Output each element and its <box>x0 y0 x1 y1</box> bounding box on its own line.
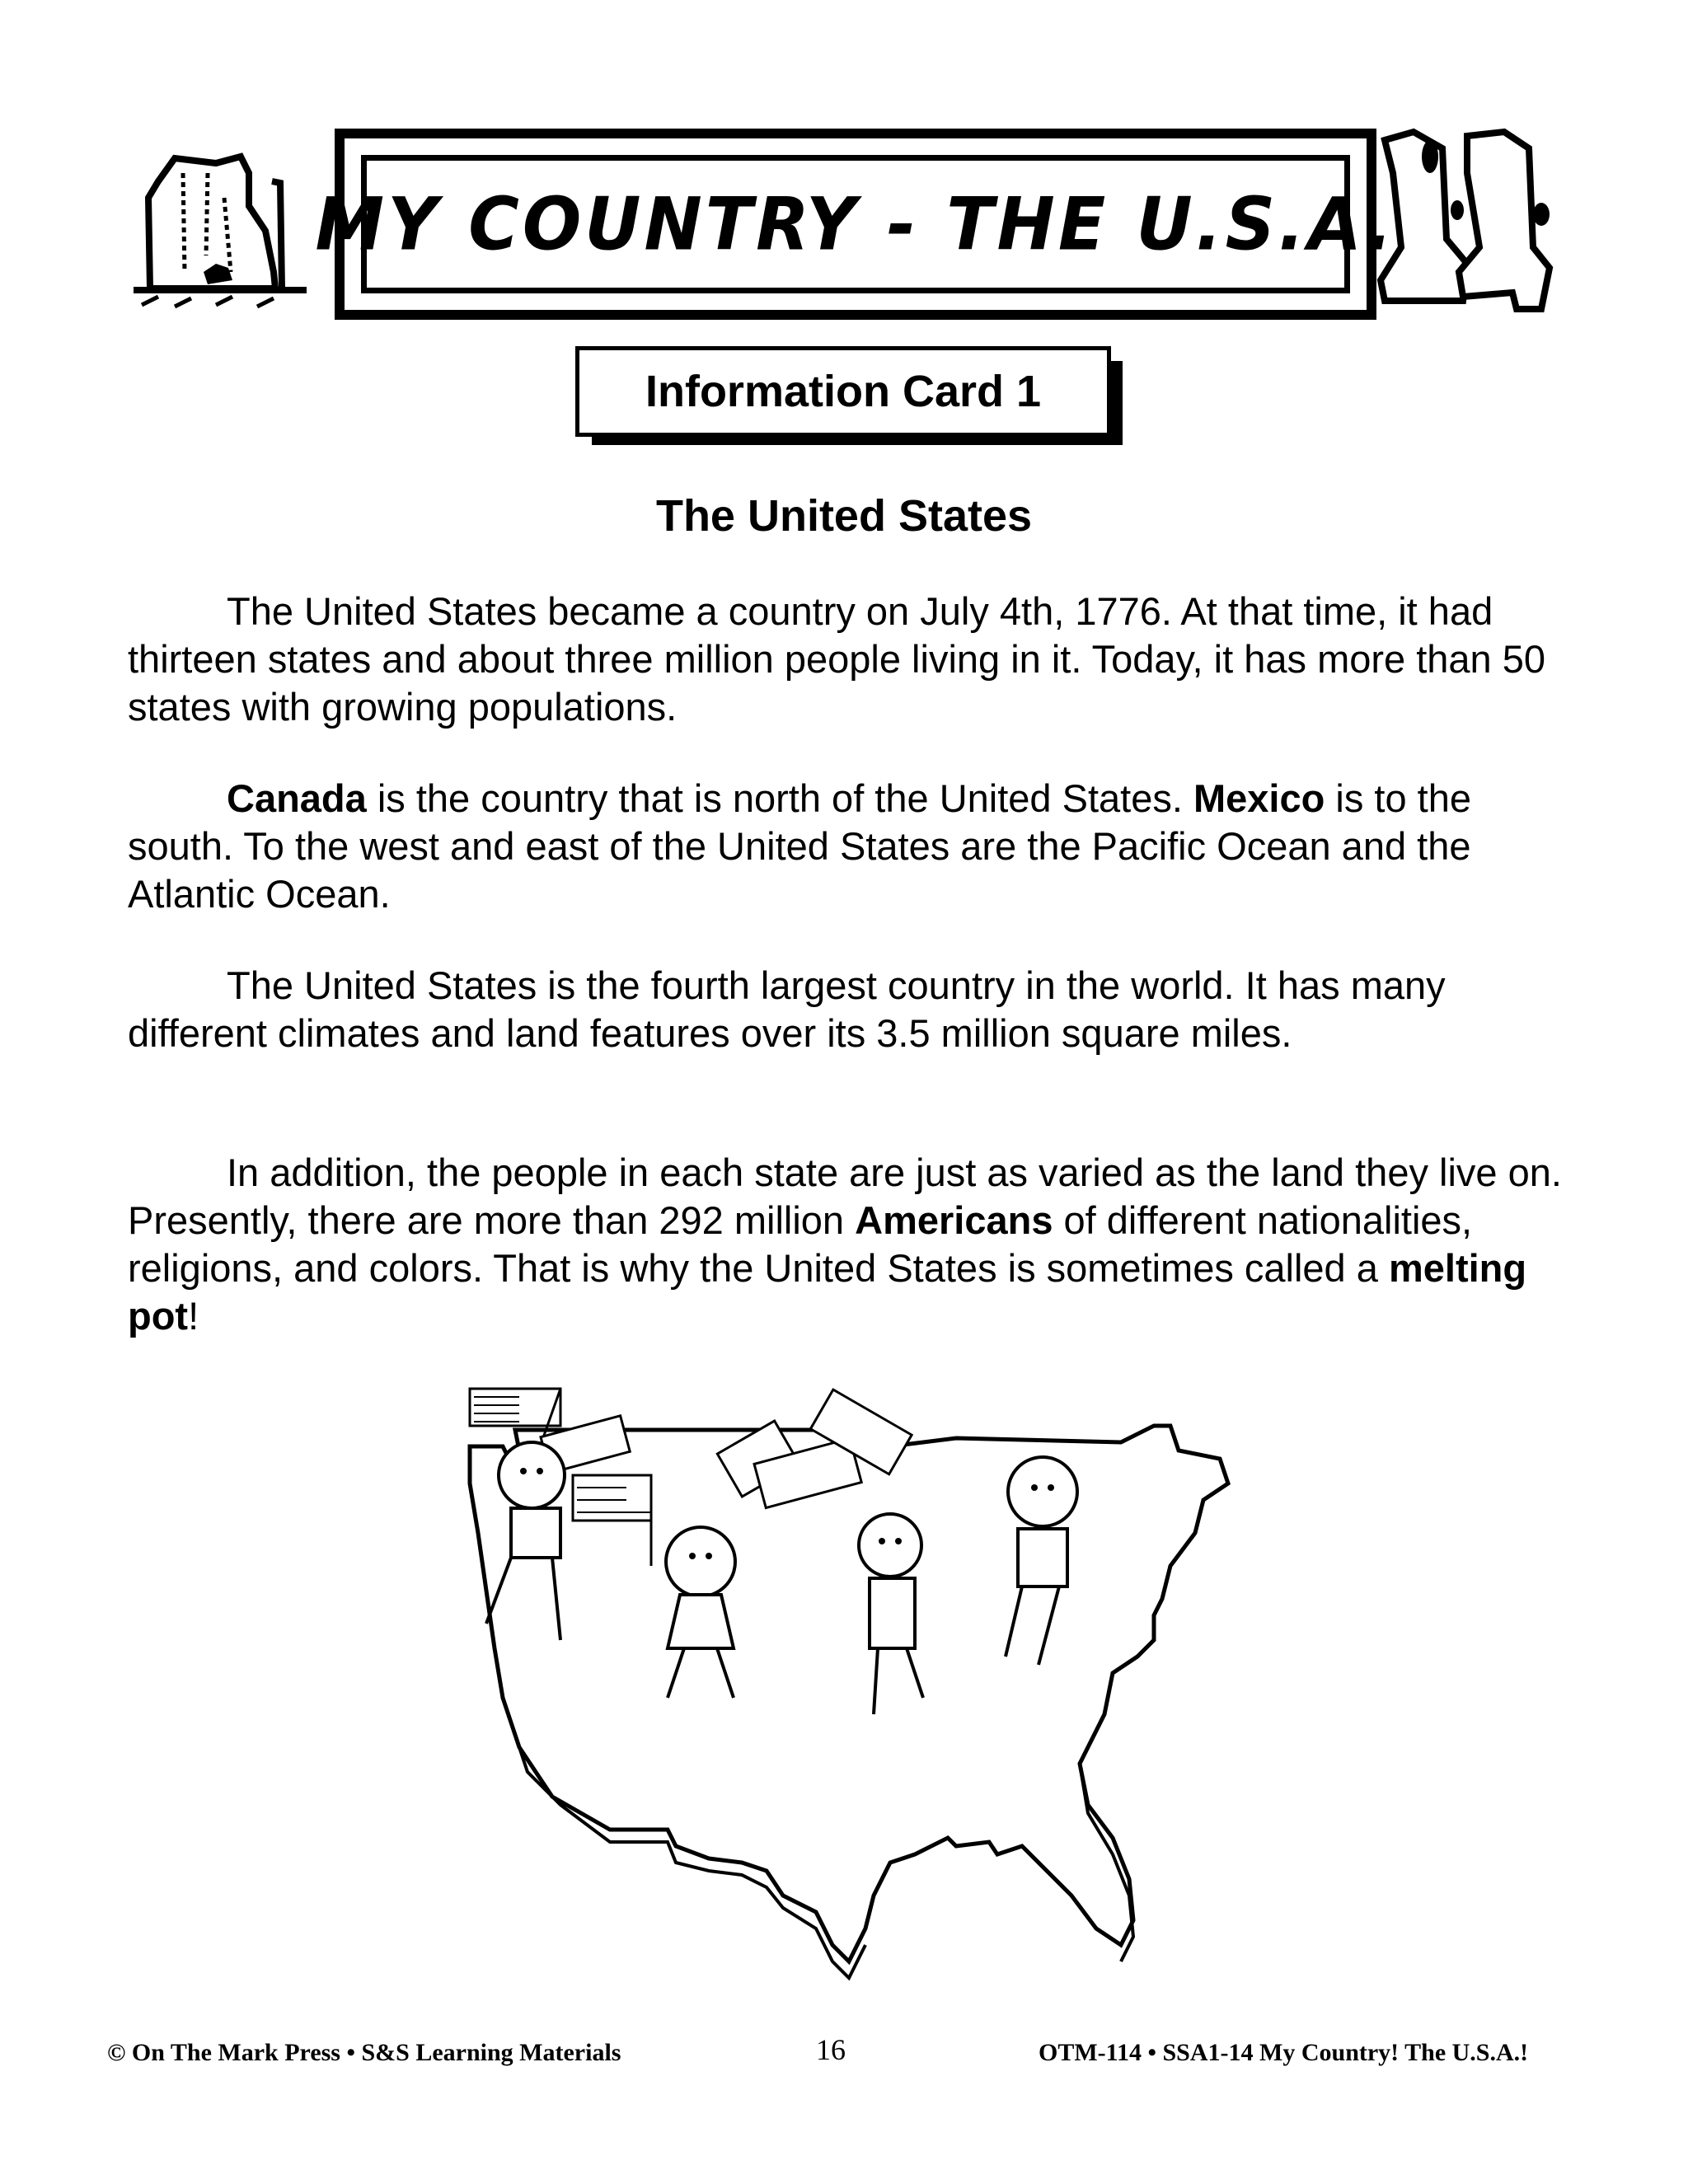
paragraph-text: ! <box>188 1294 199 1338</box>
page-number: 16 <box>816 2033 846 2066</box>
information-card-label <box>575 346 1111 437</box>
title-banner <box>315 129 1396 320</box>
paragraph-text: is to the south. To the west and east of the United States are the Pacific Ocean and the Atlantic Ocean. <box>128 776 1471 916</box>
paragraph-4 <box>128 1149 1566 1340</box>
keyword-canada: Canada <box>227 776 367 820</box>
paragraph-text: The United States is the fourth largest country in the world. It has many different climates and land features over its 3.5 million square miles. <box>128 963 1446 1055</box>
section-title: The United States <box>655 491 1033 541</box>
paragraph-2 <box>128 775 1566 918</box>
footer-copyright: © On The Mark Press • S&S Learning Materials <box>107 2039 621 2066</box>
keyword-melting-pot: melting pot <box>128 1246 1527 1338</box>
paragraph-1 <box>128 588 1566 731</box>
keyword-mexico: Mexico <box>1193 776 1325 820</box>
card-label: Information Card 1 <box>645 367 1042 416</box>
usa-map-children-illustration <box>429 1368 1327 2027</box>
paragraph-3 <box>128 962 1566 1057</box>
cowboy-boots-icon <box>1368 124 1574 321</box>
paragraph-text: The United States became a country on July 4th, 1776. At that time, it had thirteen states and about three million people living in it. Today, it has more than 50 states with growing populations. <box>128 589 1546 729</box>
title-banner-inner <box>315 155 1396 293</box>
paragraph-text: of different nationalities, religions, and colors. That is why the United States is sometimes called a <box>128 1198 1473 1290</box>
paragraph-text: In addition, the people in each state are just as varied as the land they live on. Presently, there are more than 292 million <box>128 1151 1562 1242</box>
footer-product-code: OTM-114 • SSA1-14 My Country! The U.S.A.! <box>1039 2039 1529 2066</box>
page-title: MY COUNTRY - THE U.S.A. <box>315 181 1396 267</box>
paragraph-text: is the country that is north of the United States. <box>366 776 1193 820</box>
mesa-rider-icon <box>125 148 323 313</box>
keyword-americans: Americans <box>855 1198 1053 1242</box>
